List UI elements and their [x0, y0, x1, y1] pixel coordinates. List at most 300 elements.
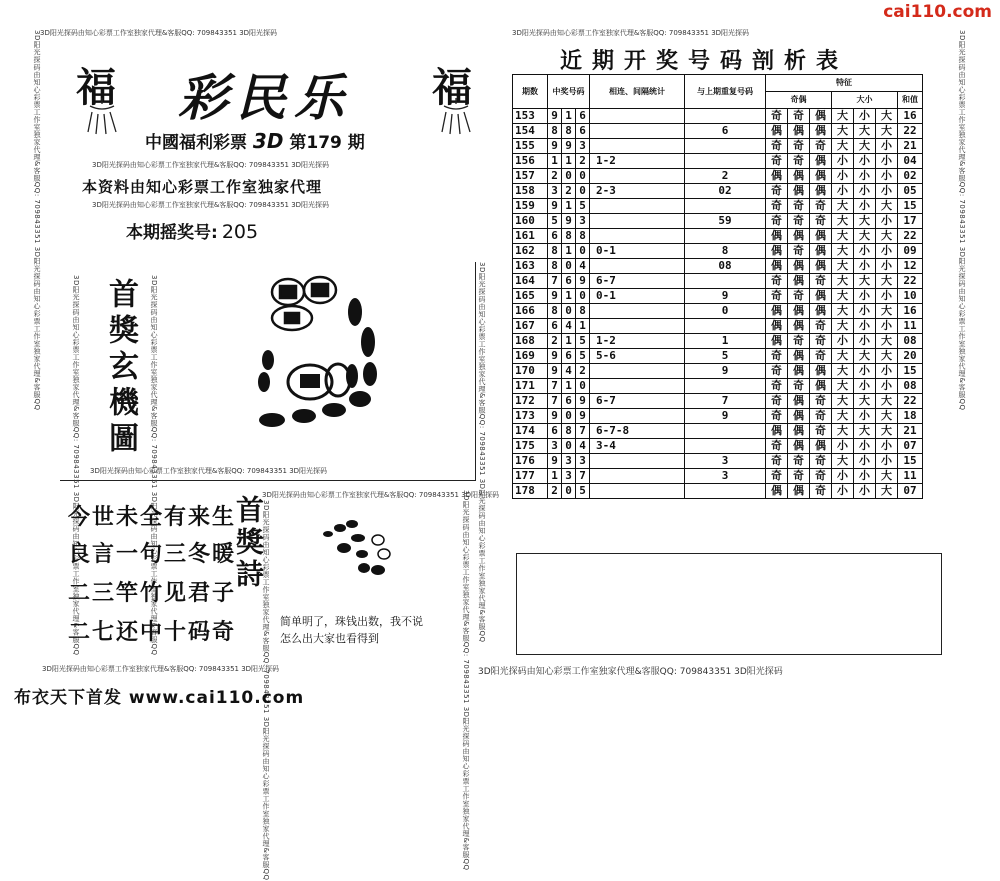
sum-cell: 10	[898, 289, 923, 304]
issue-cell: 161	[513, 229, 548, 244]
odd-even-cell: 偶	[788, 124, 810, 139]
big-small-cell: 大	[832, 124, 854, 139]
big-small-cell: 小	[876, 169, 898, 184]
poem-coin-diagram	[318, 514, 398, 584]
digit-cell: 3	[562, 469, 576, 484]
draw-label: 本期摇奖号:	[126, 223, 218, 243]
digit-cell: 5	[548, 214, 562, 229]
odd-even-cell: 偶	[788, 259, 810, 274]
issue-cell: 165	[513, 289, 548, 304]
odd-even-cell: 偶	[788, 439, 810, 454]
digit-cell: 0	[562, 439, 576, 454]
odd-even-cell: 偶	[766, 169, 788, 184]
big-small-cell: 小	[876, 319, 898, 334]
digit-cell: 8	[548, 304, 562, 319]
big-small-cell: 大	[832, 214, 854, 229]
issue-cell: 154	[513, 124, 548, 139]
odd-even-cell: 奇	[766, 289, 788, 304]
big-small-cell: 大	[832, 424, 854, 439]
header-numbers: 中奖号码	[548, 75, 590, 109]
draw-line	[126, 218, 258, 243]
digit-cell: 6	[576, 124, 590, 139]
brand-title: 彩民乐	[178, 68, 352, 127]
digit-cell: 4	[576, 439, 590, 454]
odd-even-cell: 偶	[788, 184, 810, 199]
top-watermark-right: 3D阳光探码由知心彩票工作室独家代理&客服QQ: 709843351 3D阳光探码	[512, 29, 750, 37]
poem-note-1: 简单明了，珠钱出数，我不说	[280, 615, 423, 628]
repeat-cell	[685, 439, 766, 454]
adjacent-cell	[590, 124, 685, 139]
odd-even-cell: 偶	[788, 229, 810, 244]
poem-top-watermark: 3D阳光探码由知心彩票工作室独家代理&客服QQ: 709843351 3D阳光探码	[262, 491, 500, 499]
issue-cell: 160	[513, 214, 548, 229]
header-issue: 期数	[513, 75, 548, 109]
odd-even-cell: 奇	[788, 469, 810, 484]
table-row	[513, 109, 923, 124]
adjacent-cell: 5-6	[590, 349, 685, 364]
big-small-cell: 大	[832, 364, 854, 379]
odd-even-cell: 偶	[788, 319, 810, 334]
odd-even-cell: 偶	[810, 109, 832, 124]
odd-even-cell: 偶	[766, 424, 788, 439]
odd-even-cell: 奇	[766, 139, 788, 154]
table-row	[513, 454, 923, 469]
big-small-cell: 大	[832, 259, 854, 274]
digit-cell: 6	[562, 394, 576, 409]
header-watermark-1: 3D阳光探码由知心彩票工作室独家代理&客服QQ: 709843351 3D阳光探码	[92, 161, 330, 169]
big-small-cell: 大	[854, 394, 876, 409]
issue-number: 第179 期	[289, 133, 365, 153]
odd-even-cell: 偶	[810, 184, 832, 199]
big-small-cell: 小	[876, 139, 898, 154]
poem-watermark-1: 3D阳光探码由知心彩票工作室独家代理&客服QQ: 709843351 3D阳光探码由知心彩票工作室独家代理&客服QQ	[262, 500, 270, 881]
digit-cell: 9	[562, 139, 576, 154]
top-watermark: 3D阳光探码由知心彩票工作室独家代理&客服QQ: 709843351 3D阳光探码	[40, 29, 278, 37]
bottom-watermark: 3D阳光探码由知心彩票工作室独家代理&客服QQ: 709843351 3D阳光探码	[42, 665, 280, 673]
big-small-cell: 大	[876, 484, 898, 499]
agent-line: 本资料由知心彩票工作室独家代理	[82, 178, 323, 196]
issue-cell: 168	[513, 334, 548, 349]
draw-number: 205	[221, 221, 259, 243]
odd-even-cell: 偶	[810, 289, 832, 304]
odd-even-cell: 奇	[788, 109, 810, 124]
adjacent-cell	[590, 319, 685, 334]
odd-even-cell: 奇	[810, 334, 832, 349]
sum-cell: 21	[898, 139, 923, 154]
odd-even-cell: 奇	[766, 349, 788, 364]
repeat-cell: 08	[685, 259, 766, 274]
big-small-cell: 小	[876, 289, 898, 304]
repeat-cell: 0	[685, 304, 766, 319]
digit-cell: 1	[548, 154, 562, 169]
big-small-cell: 小	[876, 364, 898, 379]
big-small-cell: 小	[854, 439, 876, 454]
sum-cell: 05	[898, 184, 923, 199]
big-small-cell: 大	[832, 199, 854, 214]
big-small-cell: 小	[832, 184, 854, 199]
digit-cell: 8	[576, 229, 590, 244]
table-row	[513, 169, 923, 184]
repeat-cell: 2	[685, 169, 766, 184]
digit-cell: 0	[576, 379, 590, 394]
big-small-cell: 大	[832, 109, 854, 124]
odd-even-cell: 奇	[766, 109, 788, 124]
odd-even-cell: 奇	[810, 424, 832, 439]
digit-cell: 6	[548, 229, 562, 244]
digit-cell: 9	[548, 139, 562, 154]
odd-even-cell: 偶	[766, 124, 788, 139]
odd-even-cell: 奇	[766, 454, 788, 469]
issue-cell: 173	[513, 409, 548, 424]
odd-even-cell: 偶	[766, 334, 788, 349]
odd-even-cell: 偶	[766, 304, 788, 319]
issue-cell: 175	[513, 439, 548, 454]
odd-even-cell: 偶	[810, 244, 832, 259]
digit-cell: 3	[576, 139, 590, 154]
big-small-cell: 小	[832, 439, 854, 454]
digit-cell: 6	[548, 319, 562, 334]
adjacent-cell: 6-7	[590, 274, 685, 289]
adjacent-cell	[590, 214, 685, 229]
issue-cell: 164	[513, 274, 548, 289]
odd-even-cell: 奇	[810, 139, 832, 154]
digit-cell: 2	[548, 484, 562, 499]
digit-cell: 8	[548, 244, 562, 259]
issue-cell: 170	[513, 364, 548, 379]
digit-cell: 8	[548, 124, 562, 139]
repeat-cell	[685, 139, 766, 154]
odd-even-cell: 奇	[788, 139, 810, 154]
issue-cell: 158	[513, 184, 548, 199]
big-small-cell: 小	[854, 154, 876, 169]
digit-cell: 3	[548, 184, 562, 199]
xuanji-bottom-watermark: 3D阳光探码由知心彩票工作室独家代理&客服QQ: 709843351 3D阳光探码	[90, 467, 328, 475]
big-small-cell: 小	[854, 454, 876, 469]
adjacent-cell	[590, 199, 685, 214]
big-small-cell: 小	[854, 199, 876, 214]
history-table	[512, 74, 923, 499]
big-small-cell: 大	[832, 394, 854, 409]
digit-cell: 1	[548, 469, 562, 484]
big-small-cell: 大	[854, 349, 876, 364]
digit-cell: 5	[576, 199, 590, 214]
sum-cell: 15	[898, 199, 923, 214]
issue-cell: 166	[513, 304, 548, 319]
digit-cell: 8	[548, 259, 562, 274]
digit-cell: 3	[548, 439, 562, 454]
big-small-cell: 小	[854, 109, 876, 124]
big-small-cell: 小	[876, 379, 898, 394]
blank-notes-box	[516, 553, 942, 655]
adjacent-cell	[590, 409, 685, 424]
sum-cell: 15	[898, 364, 923, 379]
digit-cell: 8	[562, 124, 576, 139]
xuanji-watermark-right: 3D阳光探码由知心彩票工作室独家代理&客服QQ: 709843351 3D阳光探码由知心彩票工作室独家代理&客服QQ	[150, 275, 158, 656]
odd-even-cell: 偶	[810, 229, 832, 244]
odd-even-cell: 偶	[810, 169, 832, 184]
repeat-cell: 9	[685, 409, 766, 424]
odd-even-cell: 奇	[766, 394, 788, 409]
digit-cell: 5	[576, 334, 590, 349]
adjacent-cell: 6-7-8	[590, 424, 685, 439]
digit-cell: 2	[576, 154, 590, 169]
table-row	[513, 409, 923, 424]
digit-cell: 0	[562, 259, 576, 274]
digit-cell: 2	[576, 364, 590, 379]
sum-cell: 15	[898, 454, 923, 469]
poem-line-2: 良言一句三冬暖	[68, 542, 237, 567]
odd-even-cell: 偶	[788, 349, 810, 364]
adjacent-cell: 3-4	[590, 439, 685, 454]
table-row	[513, 304, 923, 319]
repeat-cell: 9	[685, 364, 766, 379]
repeat-cell	[685, 274, 766, 289]
digit-cell: 9	[562, 214, 576, 229]
sum-cell: 02	[898, 169, 923, 184]
repeat-cell: 8	[685, 244, 766, 259]
odd-even-cell: 奇	[766, 439, 788, 454]
issue-cell: 163	[513, 259, 548, 274]
repeat-cell: 7	[685, 394, 766, 409]
big-small-cell: 大	[832, 139, 854, 154]
odd-even-cell: 偶	[766, 484, 788, 499]
digit-cell: 9	[548, 454, 562, 469]
sum-cell: 09	[898, 244, 923, 259]
big-small-cell: 大	[832, 379, 854, 394]
sum-cell: 18	[898, 409, 923, 424]
big-small-cell: 小	[876, 214, 898, 229]
bottom-watermark-right: 3D阳光探码由知心彩票工作室独家代理&客服QQ: 709843351 3D阳光探码	[478, 667, 783, 677]
digit-cell: 9	[576, 394, 590, 409]
big-small-cell: 大	[854, 139, 876, 154]
odd-even-cell: 偶	[766, 229, 788, 244]
sum-cell: 22	[898, 274, 923, 289]
odd-even-cell: 奇	[766, 364, 788, 379]
big-small-cell: 小	[854, 409, 876, 424]
odd-even-cell: 偶	[788, 409, 810, 424]
odd-even-cell: 奇	[810, 349, 832, 364]
issue-cell: 177	[513, 469, 548, 484]
big-small-cell: 小	[854, 289, 876, 304]
odd-even-cell: 奇	[810, 484, 832, 499]
digit-cell: 8	[576, 304, 590, 319]
header-big-small: 大小	[832, 92, 898, 109]
fu-character-left: 福	[76, 64, 116, 111]
big-small-cell: 小	[854, 259, 876, 274]
issue-cell: 157	[513, 169, 548, 184]
table-row	[513, 184, 923, 199]
table-row	[513, 334, 923, 349]
header-odd-even: 奇偶	[766, 92, 832, 109]
odd-even-cell: 偶	[788, 274, 810, 289]
odd-even-cell: 奇	[810, 319, 832, 334]
odd-even-cell: 偶	[810, 364, 832, 379]
big-small-cell: 小	[832, 154, 854, 169]
digit-cell: 9	[576, 274, 590, 289]
big-small-cell: 大	[876, 199, 898, 214]
sum-cell: 12	[898, 259, 923, 274]
adjacent-cell	[590, 364, 685, 379]
repeat-cell: 5	[685, 349, 766, 364]
issue-cell: 176	[513, 454, 548, 469]
table-row	[513, 124, 923, 139]
digit-cell: 9	[576, 409, 590, 424]
adjacent-cell	[590, 259, 685, 274]
digit-cell: 0	[576, 289, 590, 304]
adjacent-cell	[590, 379, 685, 394]
odd-even-cell: 偶	[788, 169, 810, 184]
digit-cell: 7	[576, 469, 590, 484]
right-edge-watermark: 3D阳光探码由知心彩票工作室独家代理&客服QQ: 709843351 3D阳光探码由知心彩票工作室独家代理&客服QQ	[958, 30, 966, 411]
big-small-cell: 大	[832, 274, 854, 289]
digit-cell: 6	[548, 424, 562, 439]
sum-cell: 04	[898, 154, 923, 169]
digit-cell: 0	[576, 184, 590, 199]
big-small-cell: 大	[876, 334, 898, 349]
sum-cell: 16	[898, 109, 923, 124]
digit-cell: 1	[562, 334, 576, 349]
sum-cell: 22	[898, 229, 923, 244]
repeat-cell	[685, 319, 766, 334]
odd-even-cell: 奇	[810, 394, 832, 409]
odd-even-cell: 奇	[788, 379, 810, 394]
odd-even-cell: 奇	[766, 274, 788, 289]
big-small-cell: 小	[876, 154, 898, 169]
issue-cell: 162	[513, 244, 548, 259]
table-row	[513, 229, 923, 244]
big-small-cell: 小	[876, 454, 898, 469]
digit-cell: 8	[562, 229, 576, 244]
odd-even-cell: 奇	[788, 214, 810, 229]
big-small-cell: 大	[876, 109, 898, 124]
issue-cell: 153	[513, 109, 548, 124]
odd-even-cell: 偶	[788, 484, 810, 499]
bottom-brand[interactable]: 布衣天下首发 www.cai110.com	[14, 688, 305, 708]
odd-even-cell: 奇	[788, 454, 810, 469]
odd-even-cell: 偶	[766, 319, 788, 334]
table-row	[513, 199, 923, 214]
big-small-cell: 大	[876, 424, 898, 439]
issue-cell: 178	[513, 484, 548, 499]
odd-even-cell: 奇	[766, 379, 788, 394]
big-small-cell: 小	[854, 469, 876, 484]
big-small-cell: 大	[832, 304, 854, 319]
big-small-cell: 大	[854, 229, 876, 244]
table-row	[513, 469, 923, 484]
digit-cell: 1	[562, 154, 576, 169]
odd-even-cell: 奇	[788, 334, 810, 349]
repeat-cell	[685, 199, 766, 214]
odd-even-cell: 偶	[766, 259, 788, 274]
issue-line	[145, 128, 365, 153]
odd-even-cell: 奇	[810, 199, 832, 214]
big-small-cell: 大	[854, 214, 876, 229]
table-row	[513, 379, 923, 394]
big-small-cell: 大	[854, 424, 876, 439]
odd-even-cell: 偶	[766, 244, 788, 259]
repeat-cell: 6	[685, 124, 766, 139]
adjacent-cell	[590, 169, 685, 184]
issue-cell: 155	[513, 139, 548, 154]
digit-cell: 9	[548, 349, 562, 364]
table-row	[513, 424, 923, 439]
big-small-cell: 小	[832, 484, 854, 499]
adjacent-cell: 0-1	[590, 289, 685, 304]
big-small-cell: 大	[876, 469, 898, 484]
issue-cell: 174	[513, 424, 548, 439]
poem-note-2: 怎么出大家也看得到	[280, 632, 379, 645]
table-row	[513, 319, 923, 334]
issue-cell: 167	[513, 319, 548, 334]
big-small-cell: 大	[832, 409, 854, 424]
table-row	[513, 349, 923, 364]
odd-even-cell: 奇	[810, 454, 832, 469]
issue-cell: 159	[513, 199, 548, 214]
table-row	[513, 139, 923, 154]
poem-line-3: 二三竿竹见君子	[68, 581, 237, 606]
adjacent-cell	[590, 139, 685, 154]
poem-line-4: 二七还中十码奇	[68, 620, 237, 645]
xuanji-watermark-left: 3D阳光探码由知心彩票工作室独家代理&客服QQ: 709843351 3D阳光探码由知心彩票工作室独家代理&客服QQ	[72, 275, 80, 656]
center-edge-watermark: 3D阳光探码由知心彩票工作室独家代理&客服QQ: 709843351 3D阳光探码由知心彩票工作室独家代理&客服QQ	[478, 262, 486, 643]
big-small-cell: 大	[832, 319, 854, 334]
repeat-cell	[685, 379, 766, 394]
issue-game: 3D	[252, 129, 284, 153]
odd-even-cell: 奇	[810, 274, 832, 289]
xuanji-title: 首獎玄機圖	[103, 278, 138, 458]
digit-cell: 4	[576, 259, 590, 274]
firecracker-left-icon	[82, 98, 122, 134]
digit-cell: 3	[576, 454, 590, 469]
odd-even-cell: 偶	[788, 394, 810, 409]
odd-even-cell: 偶	[788, 424, 810, 439]
header-sum: 和值	[898, 92, 923, 109]
odd-even-cell: 奇	[766, 154, 788, 169]
big-small-cell: 小	[876, 259, 898, 274]
digit-cell: 9	[548, 109, 562, 124]
table-row	[513, 214, 923, 229]
digit-cell: 1	[562, 244, 576, 259]
big-small-cell: 小	[854, 334, 876, 349]
big-small-cell: 小	[854, 304, 876, 319]
sum-cell: 08	[898, 379, 923, 394]
odd-even-cell: 奇	[788, 289, 810, 304]
adjacent-cell	[590, 469, 685, 484]
adjacent-cell	[590, 229, 685, 244]
table-row	[513, 289, 923, 304]
digit-cell: 7	[548, 394, 562, 409]
site-logo[interactable]: cai110.com	[883, 2, 992, 22]
odd-even-cell: 偶	[810, 124, 832, 139]
digit-cell: 5	[576, 484, 590, 499]
odd-even-cell: 奇	[810, 409, 832, 424]
big-small-cell: 大	[876, 349, 898, 364]
table-row	[513, 244, 923, 259]
adjacent-cell: 1-2	[590, 154, 685, 169]
odd-even-cell: 奇	[766, 469, 788, 484]
sum-cell: 21	[898, 424, 923, 439]
odd-even-cell: 奇	[766, 184, 788, 199]
table-row	[513, 439, 923, 454]
big-small-cell: 小	[832, 469, 854, 484]
big-small-cell: 大	[832, 244, 854, 259]
odd-even-cell: 偶	[788, 364, 810, 379]
sum-cell: 22	[898, 394, 923, 409]
big-small-cell: 小	[854, 379, 876, 394]
table-row	[513, 394, 923, 409]
odd-even-cell: 奇	[810, 469, 832, 484]
big-small-cell: 小	[854, 319, 876, 334]
